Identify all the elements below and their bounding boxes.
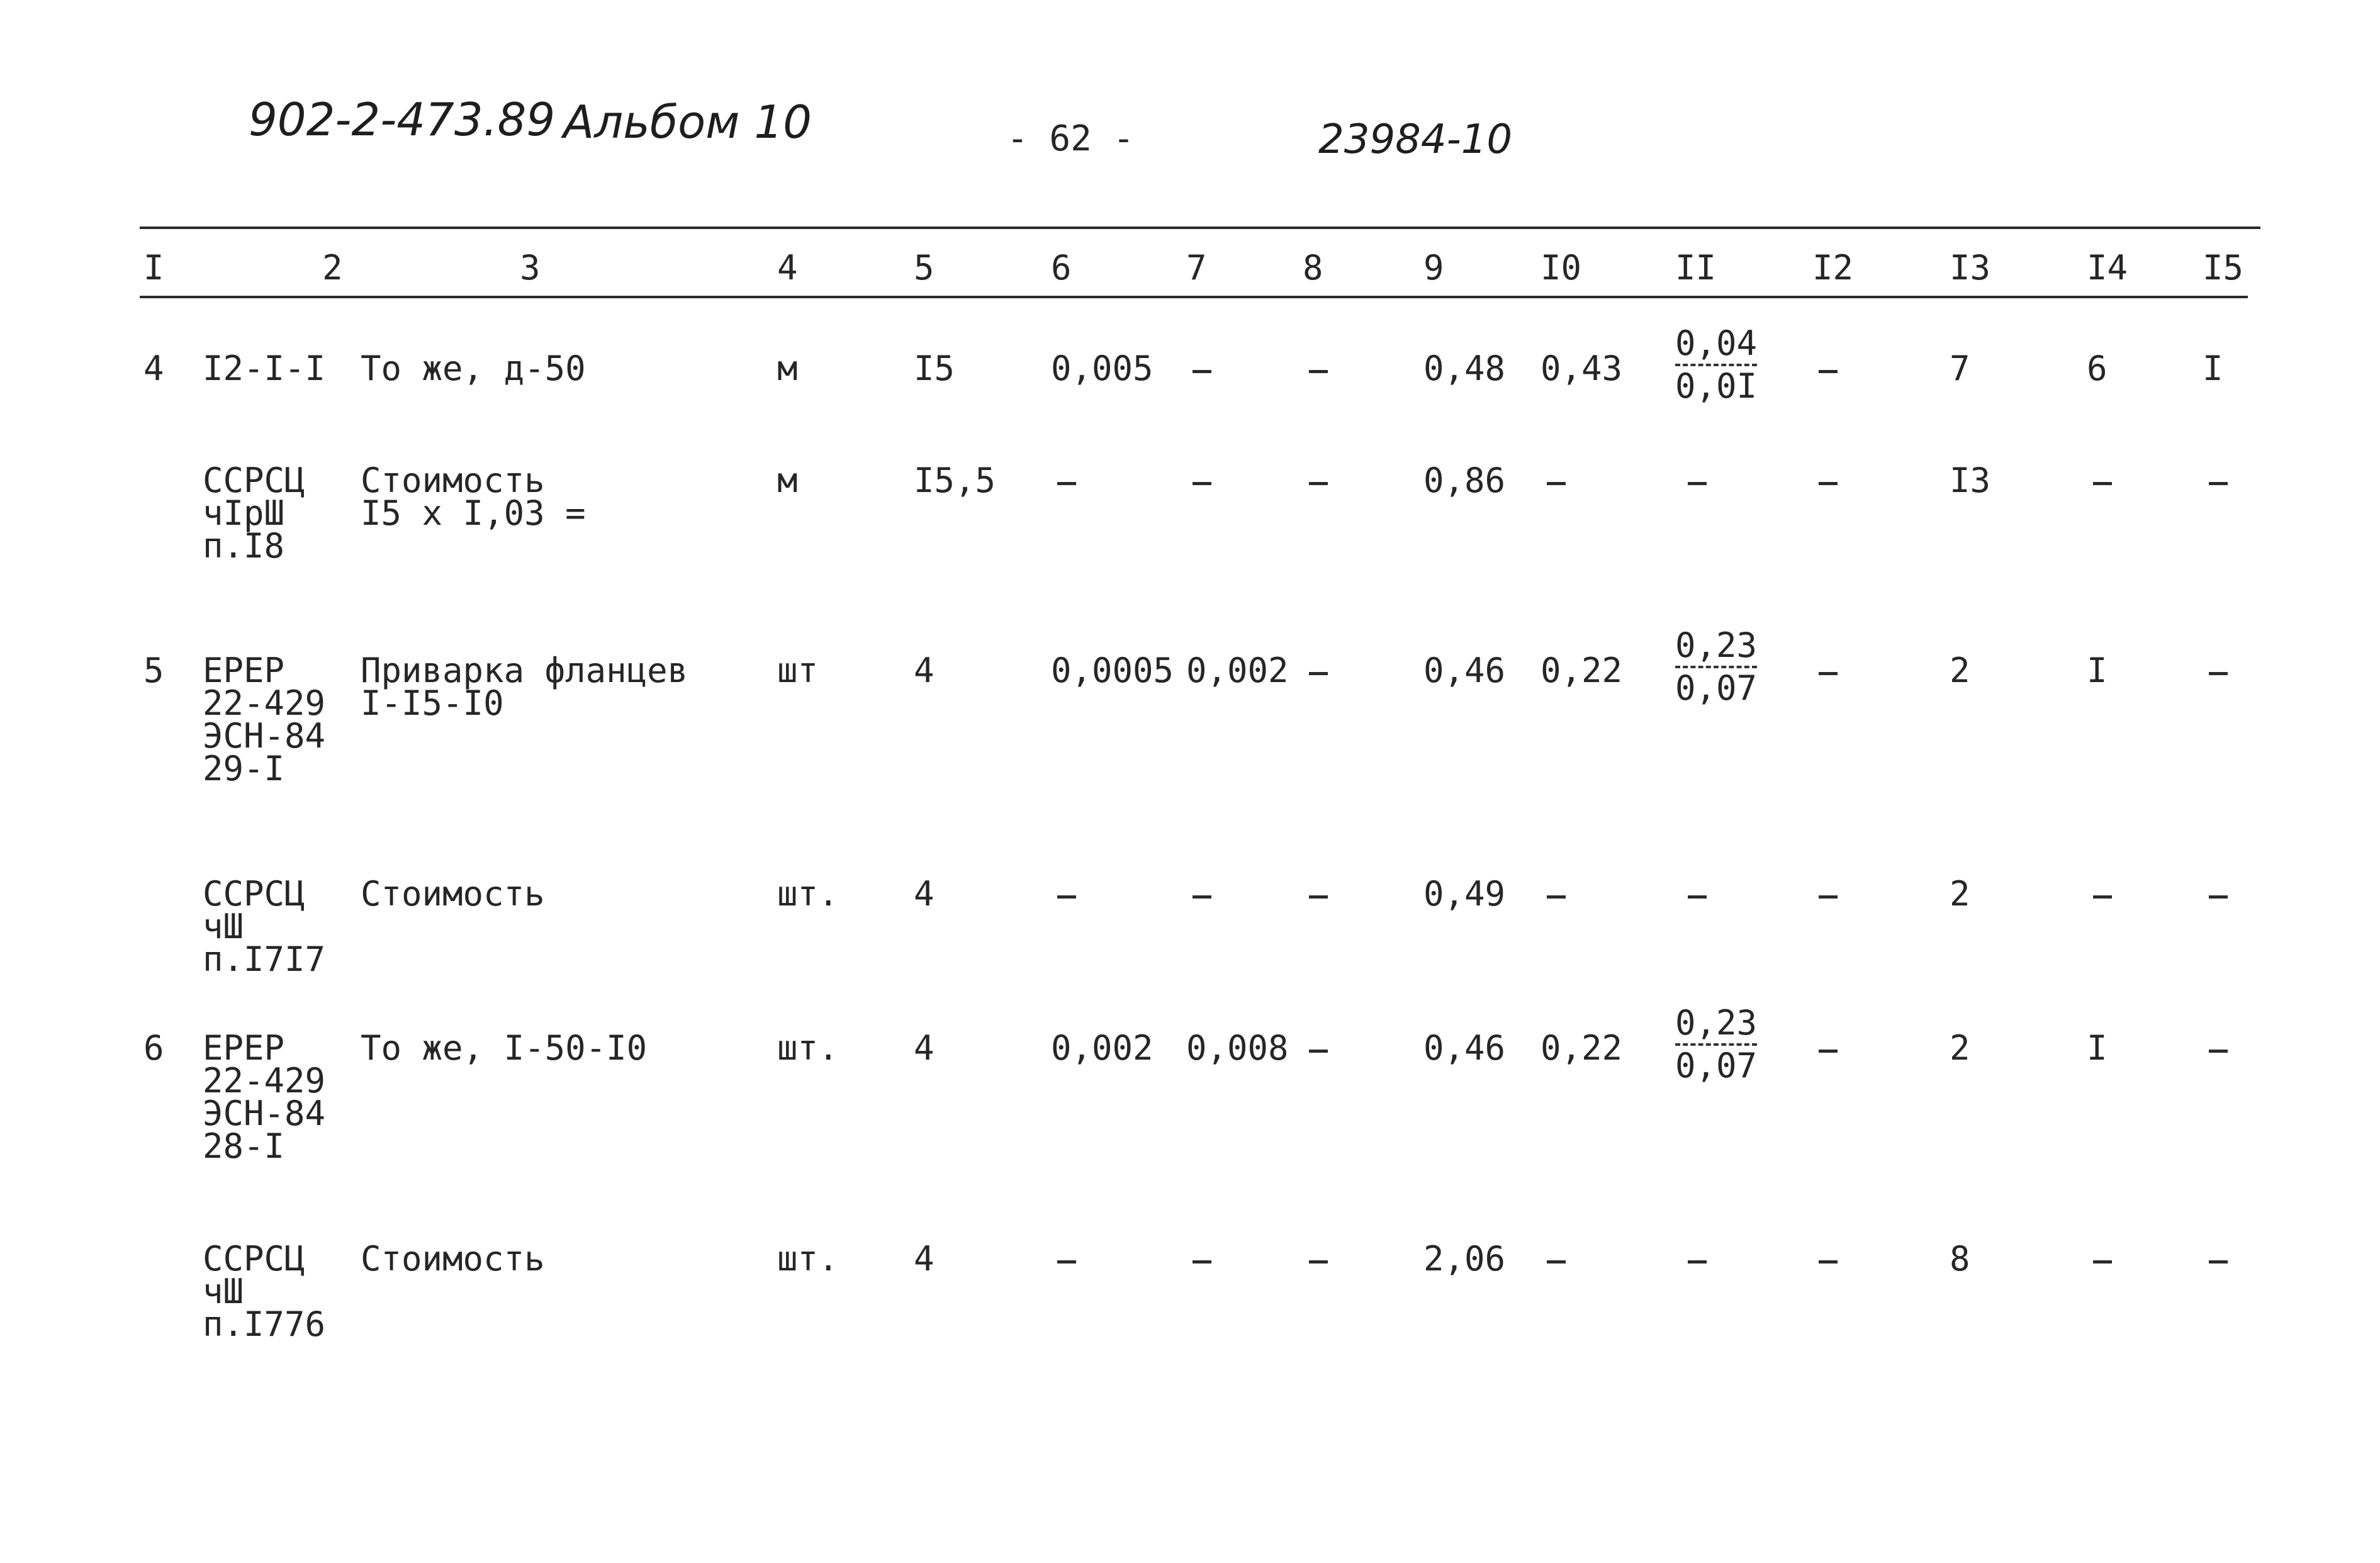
album-code: 902-2-473.89 (249, 93, 556, 146)
row-cell-c13: I3 (1950, 461, 1991, 500)
row-unit: м (777, 461, 798, 500)
row-number: 6 (143, 1028, 164, 1068)
dash-mark (1819, 482, 1838, 485)
dash-mark (1193, 1260, 1211, 1263)
fraction-value (1675, 323, 1758, 406)
dash-mark (1688, 482, 1707, 485)
dash-mark (2209, 895, 2228, 899)
row-code: ЕРЕР 22-429 ЭСН-84 28-I (203, 1028, 326, 1166)
row-code: I2-I-I (203, 349, 326, 388)
dash-mark (2209, 1050, 2228, 1053)
dash-mark (1057, 1260, 1076, 1263)
fraction-denominator: 0,07 (1675, 668, 1758, 708)
row-quantity: 4 (914, 1239, 935, 1279)
row-name: Стоимость I5 x I,03 = (361, 461, 586, 533)
dash-mark (1688, 1260, 1707, 1263)
row-code: ЕРЕР 22-429 ЭСН-84 29-I (203, 651, 326, 788)
row-unit: шт. (777, 1028, 839, 1068)
dash-mark (1819, 1260, 1838, 1263)
dash-mark (1309, 1050, 1328, 1053)
column-header: 7 (1186, 248, 1207, 288)
row-cell-c13: 7 (1950, 349, 1970, 388)
dash-mark (1819, 370, 1838, 373)
row-cell-c9: 0,48 (1423, 349, 1506, 388)
row-name: То же, д-50 (361, 349, 586, 388)
row-cell-c14: 6 (2087, 349, 2108, 388)
row-quantity: I5,5 (914, 461, 996, 500)
column-header: 6 (1051, 248, 1072, 288)
column-header: I3 (1950, 248, 1991, 288)
dash-mark (2093, 482, 2112, 485)
dash-mark (1309, 370, 1328, 373)
row-cell-c10: 0,22 (1541, 651, 1623, 690)
dash-mark (2093, 895, 2112, 899)
fraction-value (1675, 625, 1758, 708)
row-quantity: 4 (914, 1028, 935, 1068)
row-code: ССРСЦ чШ п.I7I7 (203, 874, 326, 979)
row-cell-c10: 0,22 (1541, 1028, 1623, 1068)
row-unit: м (777, 349, 798, 388)
column-header: I (143, 248, 164, 288)
row-cell-c6: 0,0005 (1051, 651, 1174, 690)
dash-mark (1547, 895, 1566, 899)
dash-mark (1819, 672, 1838, 675)
column-header: 4 (777, 248, 798, 288)
row-cell-c9: 0,86 (1423, 461, 1506, 500)
row-cell-c6: 0,002 (1051, 1028, 1154, 1068)
dash-mark (1688, 895, 1707, 899)
row-code: ССРСЦ чШ п.I776 (203, 1239, 326, 1344)
dash-mark (1057, 482, 1076, 485)
row-unit: шт. (777, 874, 839, 914)
row-cell-c7: 0,008 (1186, 1028, 1289, 1068)
row-unit: шт (777, 651, 819, 690)
page-number: - 62 - (1007, 118, 1135, 159)
row-cell-c7: 0,002 (1186, 651, 1289, 690)
column-header: 8 (1303, 248, 1323, 288)
dash-mark (2209, 482, 2228, 485)
row-cell-c6: 0,005 (1051, 349, 1154, 388)
dash-mark (1309, 1260, 1328, 1263)
album-label: Альбом 10 (563, 96, 812, 148)
dash-mark (1193, 370, 1211, 373)
dash-mark (2209, 672, 2228, 675)
fraction-numerator: 0,23 (1675, 629, 1757, 668)
row-cell-c9: 0,49 (1423, 874, 1506, 914)
row-cell-c13: 8 (1950, 1239, 1970, 1279)
column-header: II (1675, 248, 1717, 288)
row-quantity: I5 (914, 349, 955, 388)
fraction-value (1675, 1003, 1758, 1085)
dash-mark (2209, 1260, 2228, 1263)
column-header: I4 (2087, 248, 2128, 288)
row-number: 4 (143, 349, 164, 388)
row-cell-c14: I (2087, 651, 2108, 690)
row-cell-c13: 2 (1950, 874, 1970, 914)
fraction-numerator: 0,23 (1675, 1007, 1757, 1046)
row-cell-c15: I (2203, 349, 2223, 388)
row-quantity: 4 (914, 874, 935, 914)
column-header: I2 (1812, 248, 1854, 288)
row-name: Стоимость (361, 874, 545, 914)
column-header: 3 (520, 248, 541, 288)
row-cell-c9: 0,46 (1423, 1028, 1506, 1068)
dash-mark (2093, 1260, 2112, 1263)
row-code: ССРСЦ чIрШ п.I8 (203, 461, 305, 566)
row-cell-c9: 2,06 (1423, 1239, 1506, 1279)
dash-mark (1819, 1050, 1838, 1053)
column-header: 9 (1423, 248, 1444, 288)
dash-mark (1547, 482, 1566, 485)
row-cell-c10: 0,43 (1541, 349, 1623, 388)
fraction-denominator: 0,07 (1675, 1046, 1758, 1085)
row-cell-c13: 2 (1950, 1028, 1970, 1068)
column-header: I5 (2203, 248, 2244, 288)
document-number: 23984-10 (1318, 116, 1513, 163)
fraction-numerator: 0,04 (1675, 327, 1757, 366)
header-bottom-rule (140, 296, 2248, 298)
dash-mark (1193, 482, 1211, 485)
row-cell-c14: I (2087, 1028, 2108, 1068)
row-name: То же, I-50-I0 (361, 1028, 648, 1068)
table-top-rule (140, 227, 2260, 229)
column-header: 5 (914, 248, 935, 288)
row-cell-c9: 0,46 (1423, 651, 1506, 690)
row-number: 5 (143, 651, 164, 690)
dash-mark (1309, 672, 1328, 675)
row-cell-c13: 2 (1950, 651, 1970, 690)
row-name: Приварка фланцев I-I5-I0 (361, 651, 688, 723)
row-unit: шт. (777, 1239, 839, 1279)
dash-mark (1309, 895, 1328, 899)
row-name: Стоимость (361, 1239, 545, 1279)
column-header: 2 (322, 248, 343, 288)
row-quantity: 4 (914, 651, 935, 690)
dash-mark (1193, 895, 1211, 899)
dash-mark (1309, 482, 1328, 485)
dash-mark (1057, 895, 1076, 899)
dash-mark (1547, 1260, 1566, 1263)
dash-mark (1819, 895, 1838, 899)
fraction-denominator: 0,0I (1675, 366, 1758, 406)
column-header: I0 (1541, 248, 1582, 288)
